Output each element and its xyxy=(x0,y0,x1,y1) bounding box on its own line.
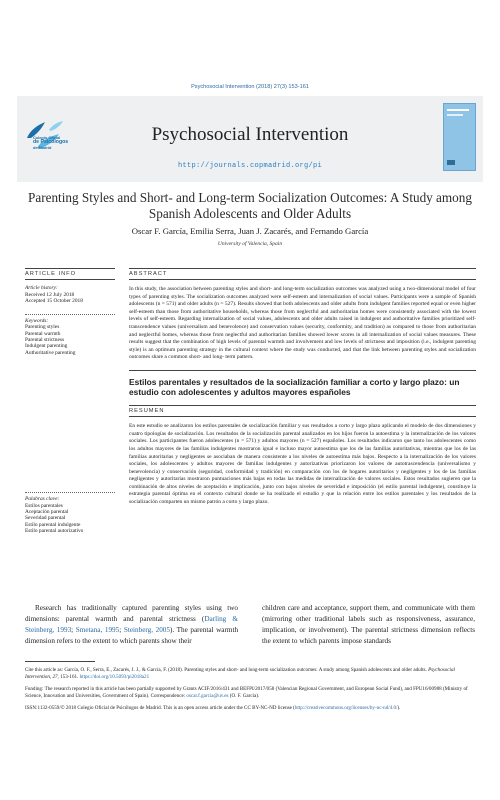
license-link[interactable]: http://creativecommons.org/licenses/by-nc-nd/4.0/ xyxy=(294,705,398,711)
journal-title: Psychosocial Intervention xyxy=(151,124,349,145)
issn-license-note xyxy=(25,705,475,712)
footnote-text: ). xyxy=(397,705,401,711)
resumen-text: En este estudio se analizaron los estilos parentales de socialización familiar y sus resultados a corto y largo plazo aplicando el modelo de dos dimensiones y cuatro tipologías de socialización. Los resultados de la socialización parental analizados en los hijos fueron la autoestima y la internalización de los valores sociales. Los participantes fueron adolescentes (n = 571) y adultos mayores (n = 527) españoles. Los resultados indicaron que tanto los adolescentes como los adultos mayores de las familias indulgentes mostraron igual e incluso mayor autoestima que los de las familias autoritativas, mientras que los de las familias autoritarias y negligentes se asociaban de manera consistente a los niveles de autoestima más bajos. Respecto a la internalización de los valores sociales, los adolescentes y adultos mayores de familias indulgentes y autorizativas priorizaron los valores de autotrascendencia (universalismo y benevolencia) y conservación (seguridad, conformidad y tradición) en comparación con los de hogares autoritarios y negligentes y los de las familias negligentes y autoritarias mostraron puntuaciones más bajas en todas las medidas de internalización de valores sociales. Estos resultados sugieren que la combinación de altos niveles de aceptación e implicación, junto con bajos niveles de severidad e imposición (el estilo parental indulgente), constituye la estrategia parental óptima en el contexto cultural donde se ha realizado el estudio y que la relación entre los estilos parentales y los resultados de la socialización comparten un mismo patrón a corto y largo plazo. xyxy=(129,423,476,506)
cite-this-article xyxy=(25,667,475,681)
accepted-date: Accepted 15 October 2018 xyxy=(25,298,83,305)
palabra-item: Estilo parental autorizativo xyxy=(25,528,84,535)
abstract-column xyxy=(129,268,476,507)
citation-link[interactable]: Darling & Steinberg, 1993 xyxy=(25,615,238,634)
abstract-text: In this study, the association between parenting styles and short- and long-term socialization outcomes was analyzed using a two-dimensional model of four types of parenting styles. The socialization outcomes analyzed were self-esteem and internalization of social values. Participants were a sample of Spanish adolescents (n = 571) and older adults (n = 527). Results showed that both adolescents and older adults from indulgent families reported equal or even higher self-esteem than those from authoritative households, whereas those from neglectful and authoritarian homes were consistently associated with the lowest levels of self-esteem. Regarding internalization of social values, adolescents and older adults raised in indulgent and authoritative families prioritized self-transcendence values (universalism and benevolence) and conservation values (security, conformity, and tradition) as compared to those from authoritarian and neglectful homes, whereas those from neglectful and authoritarian families showed lower scores in all internalization of social values measures. These results suggest that the combination of high levels of parental warmth and involvement and low levels of strictness and imposition (i.e., indulgent parenting style) is an optimum parenting strategy in the cultural context where the study was conducted, and that the link between parenting styles and socialization outcomes share a common short- and long- term pattern. xyxy=(129,286,476,361)
journal-cover-thumbnail xyxy=(443,103,476,171)
palabra-item: Aceptación parental xyxy=(25,509,69,516)
body-text: Research has traditionally captured parenting styles using two dimensions: parental warmth and parental strictness ( xyxy=(25,604,238,623)
footnote-text: Cite this article as: García, O. F., Serra, E., Zacarés, J. J., & García, F. (2018). Parenting styles and short- and long-term socialization outcomes: A study among Spanish adolescents and older adults. xyxy=(25,667,429,673)
article-info-heading: ARTICLE INFO xyxy=(25,268,115,280)
article-affiliation: University of Valencia, Spain xyxy=(217,241,283,247)
palabra-item: Estilos parentales xyxy=(25,502,63,509)
keyword-item: Parental strictness xyxy=(25,337,65,343)
logo-line: de Madrid xyxy=(33,145,52,150)
funding-note xyxy=(25,686,475,700)
citation-separator: ; xyxy=(71,626,76,634)
logo-line: Colegio Oficial xyxy=(33,135,61,140)
received-date: Received 12 July 2018 xyxy=(25,291,75,298)
cover-subtitle-bar xyxy=(447,114,463,116)
palabras-clave-block xyxy=(25,496,115,534)
cover-title-bar xyxy=(447,109,469,111)
footnote-text: ISSN:1132-0559/© 2018 Colegio Oficial de Psicólogos de Madrid. This is an open access article under the CC BY-NC-ND license ( xyxy=(25,705,295,711)
article-info-column xyxy=(25,268,115,535)
spanish-title: Estilos parentales y resultados de la socialización familiar a corto y largo plazo: un estudio con adolescentes y adultos mayores españoles xyxy=(129,376,460,397)
journal-reference: Psychosocial Intervention (2018) 27(3) 153-161 xyxy=(191,84,309,90)
body-text: ). The parental warmth dimension refers to the extent to which parents show their xyxy=(25,626,239,645)
keywords-label: Keywords: xyxy=(25,317,49,324)
article-authors: Oscar F. García, Emilia Serra, Juan J. Zacarés, and Fernando García xyxy=(131,226,369,236)
resumen-heading: RESUMEN xyxy=(129,405,476,417)
citation-separator: ; xyxy=(119,626,124,634)
citation-link[interactable]: Smetana, 1995 xyxy=(75,626,120,634)
abstract-heading: ABSTRACT xyxy=(129,268,476,280)
body-paragraph xyxy=(25,603,238,647)
footnote-journal: Psychosocial Intervention, 27 xyxy=(25,667,455,680)
keyword-item: Parental warmth xyxy=(25,330,61,337)
history-label: Article history: xyxy=(25,285,58,291)
logo-line: de Psicólogos xyxy=(33,139,69,146)
article-title: Parenting Styles and Short- and Long-term Socialization Outcomes: A Study among Spanish Adolescents and Older Adults xyxy=(28,190,472,221)
keyword-item: Parenting styles xyxy=(25,324,60,331)
body-column-right: children care and acceptance, support them, and communicate with them (mirroring other traditional labels such as responsiveness, assurance, implication, or involvement). The parental strictness dimension reflects the extent to which parents impose standards xyxy=(262,604,475,645)
footnote-text: Funding: The research reported in this article has been partially supported by Grants ACIF/2016/431 and BEFPI/2017/058 (Valencian Regional Government, and European Social Fund), and FPU16/00988 (Ministry of Science, Innovation and Universities, Government of Spain). Correspondence: xyxy=(25,686,468,699)
palabra-item: Estilo parental indulgente xyxy=(25,521,81,528)
journal-header xyxy=(17,96,483,182)
doi-link[interactable]: https://doi.org/10.5093/pi2018a21 xyxy=(79,673,150,680)
keyword-item: Authoritative parenting xyxy=(25,349,76,356)
keyword-item: Indulgent parenting xyxy=(25,343,68,350)
journal-url[interactable]: http://journals.copmadrid.org/pi xyxy=(177,162,323,170)
citation-link[interactable]: Steinberg, 2005 xyxy=(123,626,170,634)
footnote-text: (O. F. García). xyxy=(228,692,260,699)
palabra-item: Severidad parental xyxy=(25,515,66,522)
footnote-rule xyxy=(25,661,95,662)
footnote-text: , 153-161. xyxy=(57,673,80,680)
cover-logo-mark xyxy=(447,160,455,165)
body-column-left xyxy=(25,603,238,647)
palabras-label: Palabras clave: xyxy=(25,496,60,503)
keywords-block xyxy=(25,318,115,356)
email-link[interactable]: oscar.f.garcia@uv.es xyxy=(186,692,229,699)
article-history xyxy=(25,285,115,305)
